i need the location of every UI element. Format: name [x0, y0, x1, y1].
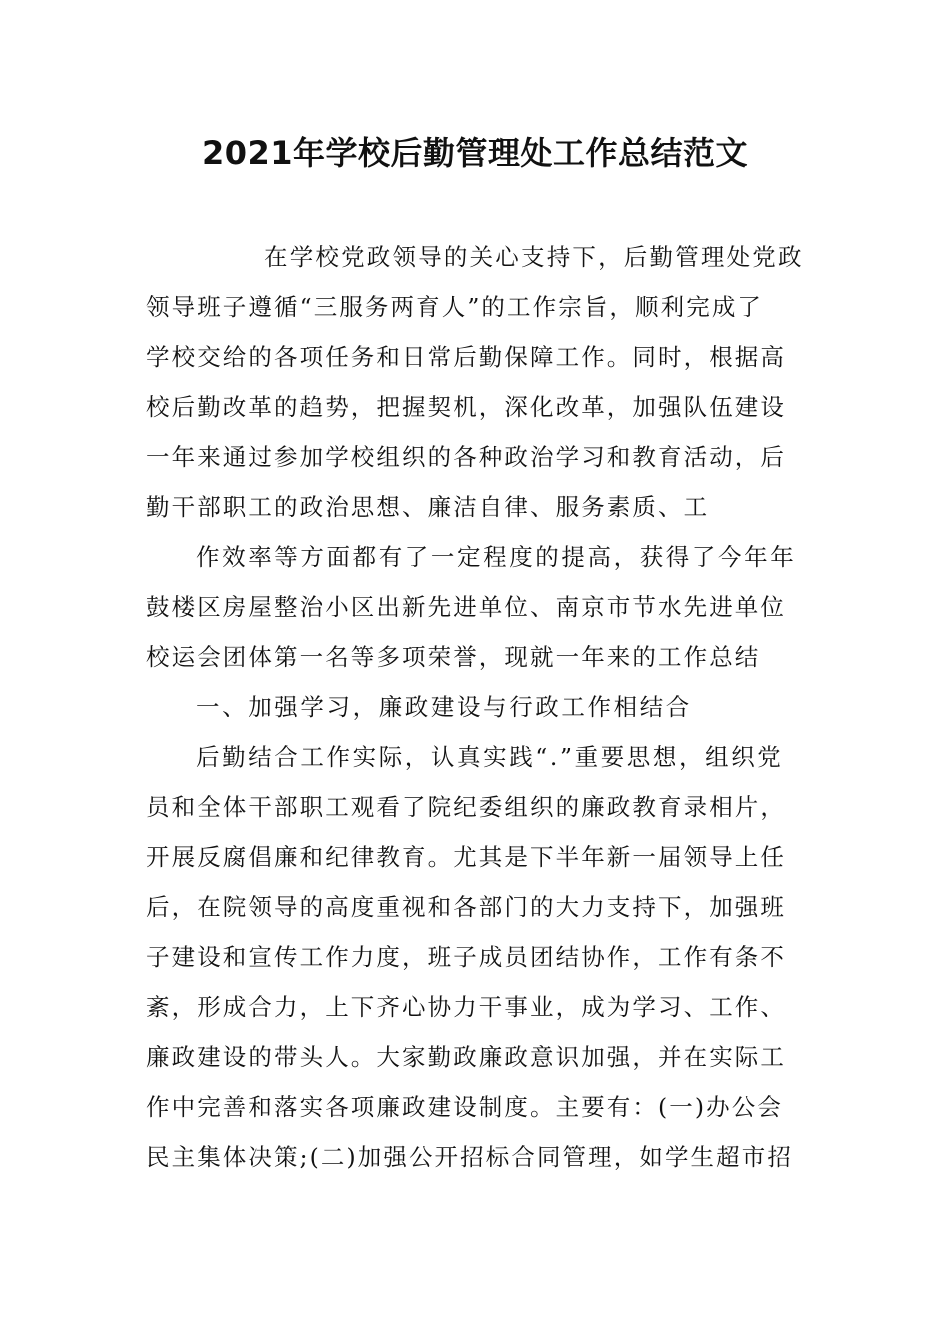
paragraph-line: 作中完善和落实各项廉政建设制度。主要有：(一)办公会: [146, 1093, 783, 1121]
paragraph-line: 学校交给的各项任务和日常后勤保障工作。同时，根据高: [146, 343, 786, 371]
document-body: [146, 232, 806, 1182]
paragraph-line: 开展反腐倡廉和纪律教育。尤其是下半年新一届领导上任: [146, 843, 786, 871]
document-title: 2021年学校后勤管理处工作总结范文: [201, 134, 749, 172]
paragraph-line: 鼓楼区房屋整治小区出新先进单位、南京市节水先进单位: [146, 593, 786, 621]
paragraph-line: 后勤结合工作实际，认真实践“.”重要思想，组织党: [196, 743, 784, 771]
paragraph-line: 领导班子遵循“三服务两育人”的工作宗旨，顺利完成了: [146, 293, 764, 321]
paragraph-line: 勤干部职工的政治思想、廉洁自律、服务素质、工: [146, 493, 710, 521]
paragraph-line: 在学校党政领导的关心支持下，后勤管理处党政: [264, 243, 804, 271]
paragraph-line: 廉政建设的带头人。大家勤政廉政意识加强，并在实际工: [146, 1043, 786, 1071]
paragraph-line: 一年来通过参加学校组织的各种政治学习和教育活动，后: [146, 443, 786, 471]
paragraph-line: 民主集体决策;(二)加强公开招标合同管理，如学生超市招: [146, 1143, 793, 1171]
paragraph-line: 校运会团体第一名等多项荣誉，现就一年来的工作总结: [146, 643, 761, 671]
paragraph-line: 紊，形成合力，上下齐心协力干事业，成为学习、工作、: [146, 993, 786, 1021]
paragraph-line: 员和全体干部职工观看了院纪委组织的廉政教育录相片，: [146, 793, 786, 821]
paragraph-line: 作效率等方面都有了一定程度的提高，获得了今年年: [196, 543, 797, 571]
paragraph-line: 后，在院领导的高度重视和各部门的大力支持下，加强班: [146, 893, 786, 921]
paragraph-line: 校后勤改革的趋势，把握契机，深化改革，加强队伍建设: [146, 393, 786, 421]
paragraph-line: 子建设和宣传工作力度，班子成员团结协作，工作有条不: [146, 943, 786, 971]
section-heading: 一、加强学习，廉政建设与行政工作相结合: [196, 693, 692, 721]
